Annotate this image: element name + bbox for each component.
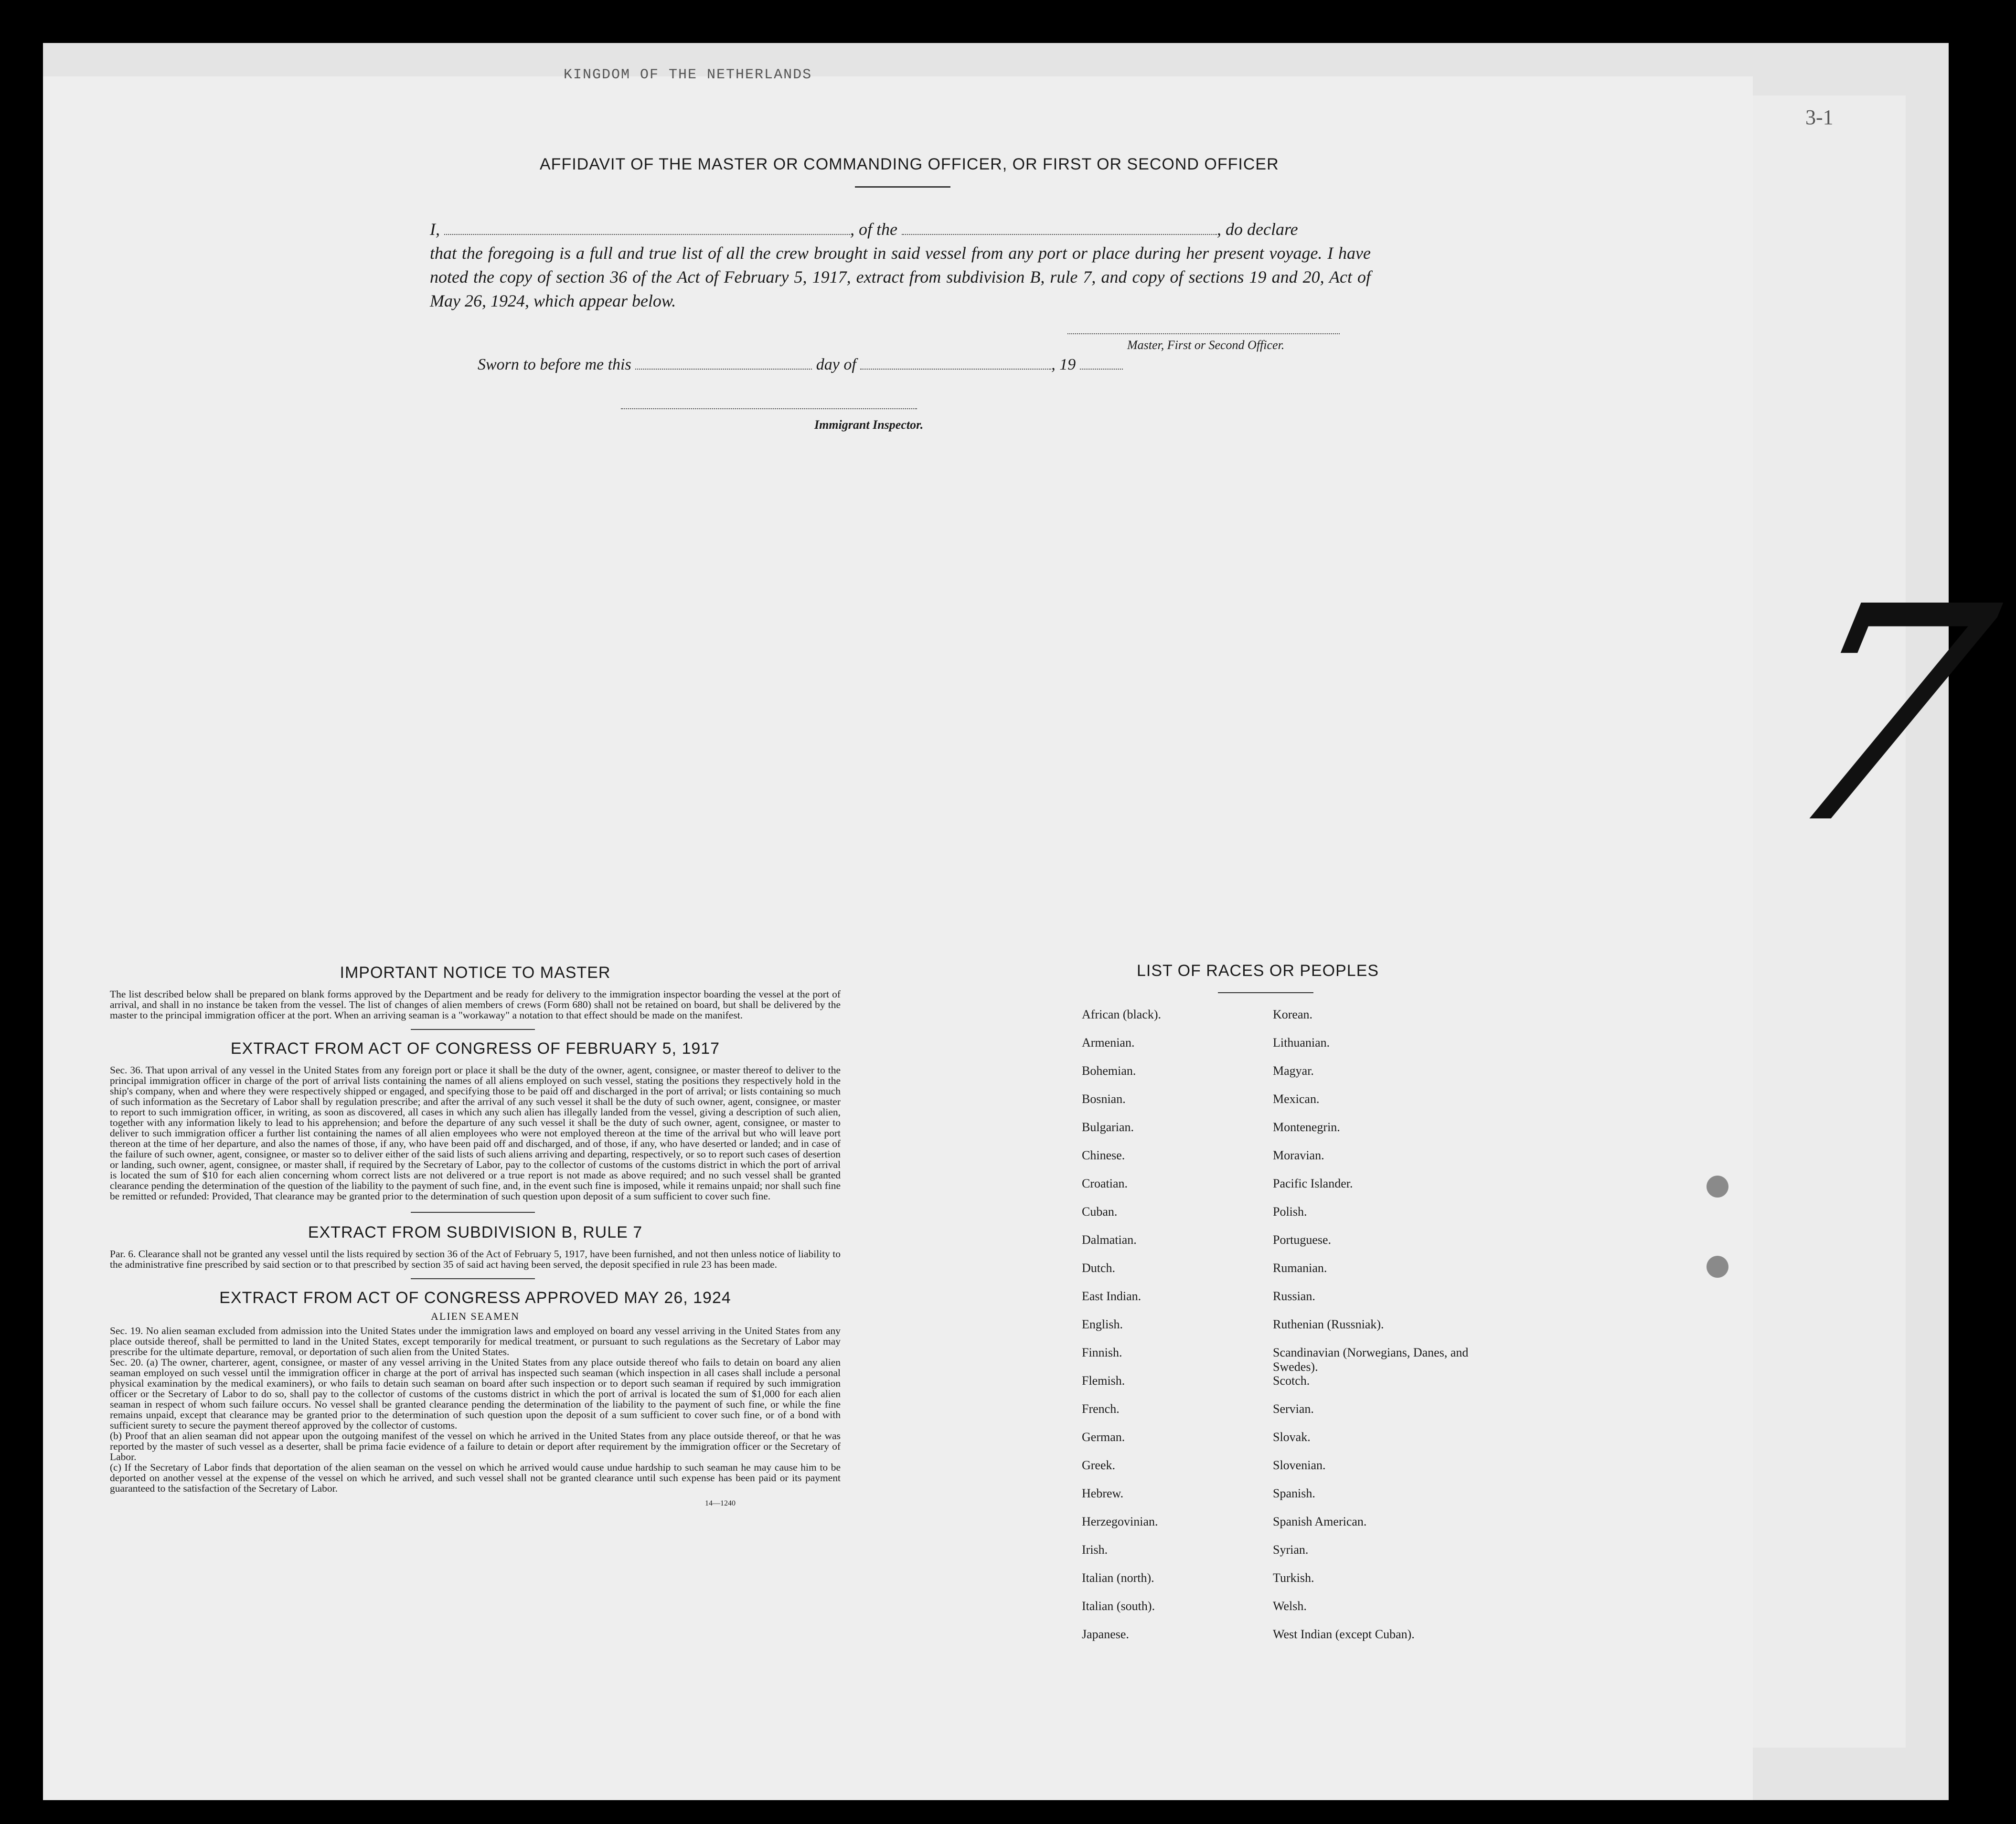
affidavit-title: AFFIDAVIT OF THE MASTER OR COMMANDING OFFICER, OR FIRST OR SECOND OFFICER xyxy=(540,155,1279,173)
race-item: Moravian. xyxy=(1273,1148,1324,1162)
sworn-month-field[interactable] xyxy=(860,354,1051,370)
race-item: Mexican. xyxy=(1273,1092,1320,1106)
master-caption: Master, First or Second Officer. xyxy=(1127,338,1285,352)
sec-20c-text: (c) If the Secretary of Labor finds that deportation of the alien seaman on the vessel on which he arrived would cause undue hardship to such seaman he may cause him to be deported on another vessel at the expense of the vessel on which he arrived, and such vessel shall not be granted clearance until such expense has been paid or its payment guaranteed to the satisfaction of the Secretary of Labor. xyxy=(110,1462,841,1494)
corner-pencil-mark: 3-1 xyxy=(1805,106,1834,129)
race-item: Welsh. xyxy=(1273,1599,1307,1613)
race-item: Bulgarian. xyxy=(1082,1120,1134,1134)
race-item: French. xyxy=(1082,1402,1120,1416)
race-item: Russian. xyxy=(1273,1289,1315,1303)
sworn-day-field[interactable] xyxy=(635,354,812,370)
stamp-text: KINGDOM OF THE NETHERLANDS xyxy=(564,67,812,83)
notice-text: The list described below shall be prepared on blank forms approved by the Department and be ready for delivery to the immigration inspector boarding the vessel at the port of arrival, and shall in no instance be taken from the vessel. The list of changes of alien members of crews (Form 680) shall not be retained on board, but shall be delivered by the master to the principal immigration officer at the port. When an arriving seaman is a "workaway" a notation to that effect should be made on the manifest. xyxy=(110,988,841,1021)
race-item: Magyar. xyxy=(1273,1064,1314,1078)
race-item: Dutch. xyxy=(1082,1261,1116,1275)
race-item: German. xyxy=(1082,1430,1125,1444)
race-item: Greek. xyxy=(1082,1458,1116,1472)
race-item: Servian. xyxy=(1273,1402,1314,1416)
race-item: Hebrew. xyxy=(1082,1486,1124,1500)
race-item: Italian (north). xyxy=(1082,1571,1154,1585)
race-item: Montenegrin. xyxy=(1273,1120,1340,1134)
race-item: Lithuanian. xyxy=(1273,1036,1330,1050)
race-item: Turkish. xyxy=(1273,1571,1314,1585)
race-item: Ruthenian (Russniak). xyxy=(1273,1317,1384,1331)
race-item: Dalmatian. xyxy=(1082,1233,1137,1247)
race-item: Slovenian. xyxy=(1273,1458,1326,1472)
sworn-prefix: Sworn to before me this xyxy=(478,356,631,373)
race-item: Irish. xyxy=(1082,1543,1108,1557)
handwritten-number: 7 xyxy=(1754,544,2016,889)
race-item: Japanese. xyxy=(1082,1627,1129,1641)
race-item: African (black). xyxy=(1082,1007,1162,1021)
race-item: Croatian. xyxy=(1082,1177,1128,1190)
affidavit-declaration xyxy=(430,217,1371,313)
race-item: Scandinavian (Norwegians, Danes, and Swedes). xyxy=(1273,1346,1469,1374)
notice-title: IMPORTANT NOTICE TO MASTER xyxy=(340,964,611,982)
races-right-column xyxy=(1273,1007,1473,1655)
do-declare-label: , do declare xyxy=(1216,220,1298,239)
sworn-year-field[interactable] xyxy=(1080,354,1123,370)
vessel-name-field[interactable] xyxy=(902,220,1217,235)
race-item: Portuguese. xyxy=(1273,1233,1332,1247)
race-item: Chinese. xyxy=(1082,1148,1125,1162)
extract-1917-title: EXTRACT FROM ACT OF CONGRESS OF FEBRUARY 5, 1917 xyxy=(230,1039,720,1058)
form-page xyxy=(43,76,1753,1800)
race-item: West Indian (except Cuban). xyxy=(1273,1627,1415,1641)
section-divider xyxy=(411,1029,535,1030)
race-item: Flemish. xyxy=(1082,1374,1125,1388)
race-item: Finnish. xyxy=(1082,1346,1122,1359)
section-divider xyxy=(411,1278,535,1279)
sworn-day-label: day of xyxy=(816,356,856,373)
race-item: Bosnian. xyxy=(1082,1092,1126,1106)
alien-seamen-subtitle: ALIEN SEAMEN xyxy=(431,1310,520,1322)
extract-1924-title: EXTRACT FROM ACT OF CONGRESS APPROVED MAY 26, 1924 xyxy=(219,1289,731,1307)
race-item: Korean. xyxy=(1273,1007,1313,1021)
race-item: Bohemian. xyxy=(1082,1064,1136,1078)
race-item: Armenian. xyxy=(1082,1036,1135,1050)
race-item: Cuban. xyxy=(1082,1205,1118,1219)
race-item: Pacific Islander. xyxy=(1273,1177,1353,1190)
inspector-signature-field[interactable] xyxy=(621,408,917,409)
title-divider xyxy=(855,186,950,188)
race-item: Herzegovinian. xyxy=(1082,1515,1158,1528)
races-left-column xyxy=(1082,1007,1254,1655)
races-title-divider xyxy=(1218,992,1313,993)
extract-rule7-title: EXTRACT FROM SUBDIVISION B, RULE 7 xyxy=(308,1223,643,1241)
sec-20b-text: (b) Proof that an alien seaman did not appear upon the outgoing manifest of the vessel on which he arrived in the United States from any place outside thereof, or that he was reported by the master of such vessel as a deserter, shall be prima facie evidence of a failure to detain or deport after requirement by the immigration officer or the Secretary of Labor. xyxy=(110,1430,841,1463)
sec-19-text: Sec. 19. No alien seaman excluded from admission into the United States under the immigration laws and employed on board any vessel arriving in the United States from any place outside thereof, shall be permitted to land in the United States, except temporarily for medical treatment, or pursuant to such regulations as the Secretary of Labor may prescribe for the ultimate departure, removal, or deportation of such alien from the United States. xyxy=(110,1325,841,1357)
declarant-name-field[interactable] xyxy=(444,220,850,235)
of-the-label: , of the xyxy=(850,220,897,239)
master-signature-field[interactable] xyxy=(1067,333,1340,334)
inspector-caption: Immigrant Inspector. xyxy=(814,418,924,432)
race-item: Spanish American. xyxy=(1273,1515,1367,1528)
form-number: 14—1240 xyxy=(705,1499,736,1507)
affidavit-body: that the foregoing is a full and true list of all the crew brought in said vessel from any port or place during her present voyage. I have noted the copy of section 36 of the Act of February 5, 1917, extract from subdivision B, rule 7, and copy of sections 19 and 20, Act of May 26, 1924, which appear below. xyxy=(430,244,1371,310)
race-item: Syrian. xyxy=(1273,1543,1309,1557)
race-item: Rumanian. xyxy=(1273,1261,1327,1275)
extract-1917-text: Sec. 36. That upon arrival of any vessel in the United States from any foreign port or place it shall be the duty of the owner, agent, consignee, or master thereof to deliver to the principal immigration officer in charge of the port of arrival lists containing the names of all aliens employed on such vessel, stating the positions they respectively hold in the ship's company, when and where they were respectively shipped or engaged, and specifying those to be paid off and discharged in the port of arrival; or lists containing so much of such information as the Secretary of Labor shall by regulation prescribe; and after the arrival of any such vessel it shall be the duty of such owner, agent, consignee, or master to report to such immigration officer, in writing, as soon as discovered, all cases in which any such alien has illegally landed from the vessel, giving a description of such alien, together with any information likely to lead to his apprehension; and before the departure of any such vessel it shall be the duty of such owner, agent, consignee, or master to deliver to such immigration officer a further list containing the names of all alien employees who were not employed thereon at the time of the arrival but who will leave port thereon at the time of her departure, and also the names of those, if any, who have been paid off and discharged, and of those, if any, who have deserted or landed; and in case of the failure of such owner, agent, consignee, or master so to deliver either of the said lists of such aliens arriving and departing, respectively, or so to report such cases of desertion or landing, such owner, agent, consignee, or master shall, if required by the Secretary of Labor, pay to the collector of customs of the customs district in which the port of arrival is located the sum of $10 for each alien concerning whom correct lists are not delivered or a true report is not made as above required; and no such vessel shall be granted clearance pending the determination of the question of the liability to the payment of such fine, and, in the event such fine is imposed, while it remains unpaid; nor shall such fine be remitted or refunded: Provided, That clearance may be granted prior to the determination of such question upon deposit of a sum sufficient to cover such fine. xyxy=(110,1064,841,1202)
race-item: Slovak. xyxy=(1273,1430,1311,1444)
section-divider xyxy=(411,1212,535,1213)
race-item: East Indian. xyxy=(1082,1289,1141,1303)
race-item: Italian (south). xyxy=(1082,1599,1155,1613)
notice-column xyxy=(110,964,841,1516)
affidavit-i-label: I, xyxy=(430,220,440,239)
race-item: English. xyxy=(1082,1317,1123,1331)
race-item: Spanish. xyxy=(1273,1486,1315,1500)
race-item: Polish. xyxy=(1273,1205,1307,1219)
sworn-statement xyxy=(478,354,1123,374)
punch-hole xyxy=(1707,1176,1728,1198)
races-title: LIST OF RACES OR PEOPLES xyxy=(1137,962,1379,980)
sec-20a-text: Sec. 20. (a) The owner, charterer, agent, consignee, or master of any vessel arriving in the United States from any place outside thereof who fails to detain on board any alien seaman employed on such vessel until the immigration officer in charge at the port of arrival has inspected such seaman (which inspection in all cases shall include a personal physical examination by the medical examiners), or who fails to detain such seaman on board after such inspection or to deport such seaman if required by such immigration officer or the Secretary of Labor to do so, shall pay to the collector of customs of the customs district in which the port of arrival is located the sum of $1,000 for each alien seaman in respect of whom such failure occurs. No vessel shall be granted clearance pending the determination of the liability to the payment of such fine, or while the fine remains unpaid, except that clearance may be granted prior to the determination of such question upon the deposit of a sum sufficient to cover such fine, or of a bond with sufficient surety to secure the payment thereof approved by the collector of customs. xyxy=(110,1357,841,1431)
race-item: Scotch. xyxy=(1273,1374,1310,1388)
punch-hole xyxy=(1707,1256,1728,1278)
extract-rule7-text: Par. 6. Clearance shall not be granted any vessel until the lists required by section 36 of the Act of February 5, 1917, have been furnished, and not then unless notice of liability to the administrative fine prescribed by said section or to that prescribed by section 35 of said act having been served, the deposit specified in rule 23 has been made. xyxy=(110,1248,841,1270)
sworn-year-label: , 19 xyxy=(1051,356,1076,373)
